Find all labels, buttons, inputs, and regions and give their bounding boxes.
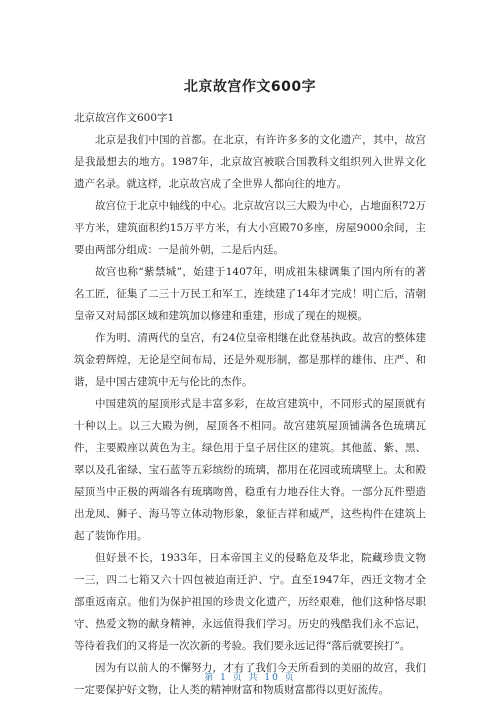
paragraph-7: 因为有以前人的不懈努力，才有了我们今天所看到的美丽的故宫，我们一定要保护好文物，让人类的精神财富和物质财富都得以更好流传。 (74, 662, 426, 696)
paragraph-5: 中国建筑的屋顶形式是丰富多彩，在故宫建筑中，不同形式的屋顶就有十种以上。以三大殿为例，屋顶各不相同。故宫建筑屋顶铺满各色琉璃瓦件，主要殿座以黄色为主。绿色用于皇子居住区的建筑。其他蓝、紫、黑、翠以及孔雀绿、宝石蓝等五彩缤纷的琉璃，都用在花园或琉璃壁上。太和殿屋顶当中正极的两端各有琉璃吻兽，稳重有力地吞住大脊。一部分瓦件塑造出龙凤、狮子、海马等立体动物形象，象征吉祥和威严，这些构件在建筑上起了装饰作用。 (74, 398, 426, 542)
paragraph-6: 但好景不长，1933年，日本帝国主义的侵略危及华北，院藏珍贵文物一三，四二七箱又六十四包被迫南迁沪、宁。直至1947年，西迁文物才全部重返南京。他们为保护祖国的珍贵文化遗产，历经艰难，他们这种恪尽职守、热爱文物的献身精神，永远值得我们学习。历史的残酷我们永不忘记，等待着我们的又将是一次次新的考验。我们要永远记得“落后就要挨打”。 (74, 552, 426, 652)
paragraph-3: 故宫也称“紫禁城”，始建于1407年，明成祖朱棣调集了国内所有的著名工匠，征集了二三十万民工和军工，连续建了14年才完成！明亡后，清朝皇帝又对局部区域和建筑加以修建和重建，形成了现在的规模。 (74, 266, 426, 322)
paragraph-2: 故宫位于北京中轴线的中心。北京故宫以三大殿为中心，占地面积72万平方米，建筑面积约15万平方米，有大小宫殿70多座，房屋9000余间，主要由两部分组成：一是前外朝，二是后内廷。 (74, 200, 426, 256)
page-number-footer: 第 1 页 共 10 页 (204, 673, 296, 683)
document-subtitle: 北京故宫作文600字1 (74, 112, 175, 124)
paragraph-1: 北京是我们中国的首都。在北京，有许许多多的文化遗产，其中，故宫是我最想去的地方。1987年，北京故宫被联合国教科文组织列入世界文化遗产名录。就这样，北京故宫成了全世界人都向往的地方。 (74, 134, 426, 190)
paragraph-4: 作为明、清两代的皇宫，有24位皇帝相继在此登基执政。故宫的整体建筑金碧辉煌，无论是空间布局，还是外观形制，都是那样的雄伟、庄严、和谐，是中国古建筑中无与伦比的杰作。 (74, 332, 426, 388)
document-title: 北京故宫作文600字 (183, 79, 317, 95)
